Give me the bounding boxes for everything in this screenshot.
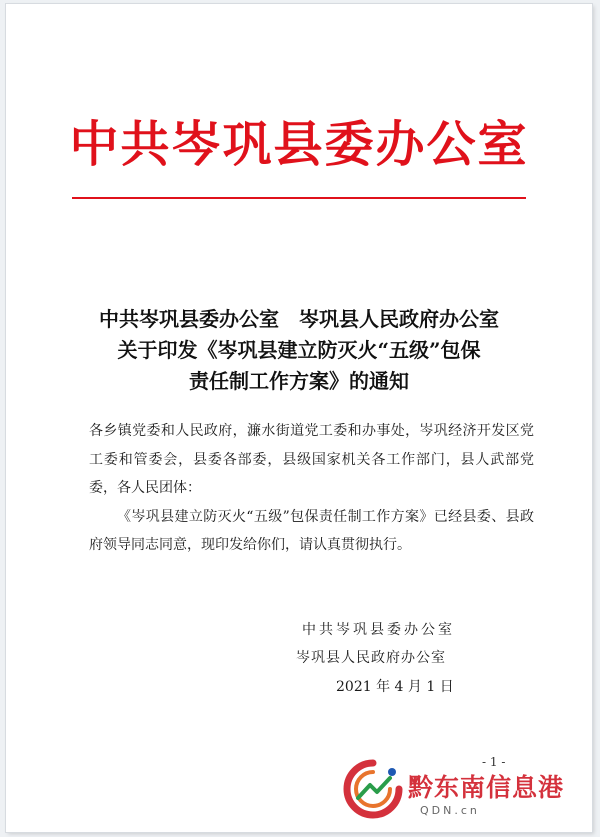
watermark-url: QDN.cn: [420, 804, 480, 817]
red-separator-line: [72, 197, 526, 199]
title-line-2: 关于印发《岑巩县建立防灭火“五级”包保: [117, 338, 481, 362]
signature-office-2: 岑巩县人民政府办公室: [296, 650, 446, 666]
signature-date: 2021 年 4 月 1 日: [336, 679, 454, 695]
issuer-header: 中共岑巩县委办公室: [69, 115, 529, 173]
document-page: [6, 4, 592, 832]
title-line-1: 中共岑巩县委办公室 岑巩县人民政府办公室: [99, 307, 499, 331]
document-body: [89, 417, 534, 560]
watermark-site-name: 黔东南信息港: [408, 773, 565, 802]
recipients-paragraph: 各乡镇党委和人民政府，濂水街道党工委和办事处，岑巩经济开发区党工委和管委会，县委各部委，县级国家机关各工作部门，县人武部党委，各人民团体：: [89, 423, 534, 496]
signature-office-1: 中共岑巩县委办公室: [302, 622, 455, 638]
content-paragraph: 《岑巩县建立防灭火“五级”包保责任制工作方案》已经县委、县政府领导同志同意，现印发给你们，请认真贯彻执行。: [89, 508, 534, 553]
qdn-logo-icon: [342, 758, 404, 820]
site-watermark: [342, 756, 592, 836]
document-title: [6, 304, 592, 397]
title-line-3: 责任制工作方案》的通知: [189, 369, 409, 393]
page-number: - 1 -: [482, 755, 506, 769]
